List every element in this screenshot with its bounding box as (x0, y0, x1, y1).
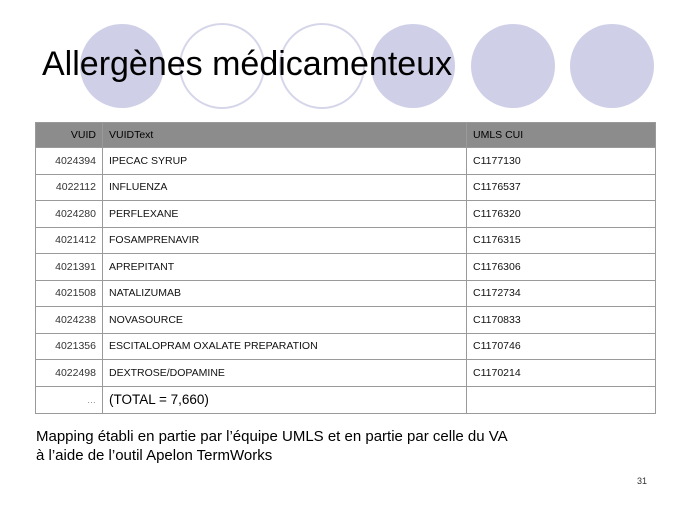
circle-5 (471, 24, 555, 108)
table-row (36, 148, 656, 175)
cell-vuidtext: NATALIZUMAB (103, 280, 467, 307)
table-header-row (36, 123, 656, 148)
cell-vuidtext: DEXTROSE/DOPAMINE (103, 360, 467, 387)
header-umls-cui: UMLS CUI (467, 123, 656, 148)
circle-6 (570, 24, 654, 108)
mapping-note-line-2: à l’aide de l’outil Apelon TermWorks (36, 447, 273, 464)
cell-umls-cui: C1177130 (467, 148, 656, 175)
header-vuidtext: VUIDText (103, 123, 467, 148)
cell-umls-cui: C1176315 (467, 227, 656, 254)
slide-title: Allergènes médicamenteux (42, 45, 453, 83)
cell-vuid: 4024394 (36, 148, 103, 175)
cell-vuidtext: FOSAMPRENAVIR (103, 227, 467, 254)
cell-ellipsis: … (36, 386, 103, 413)
cell-vuidtext: PERFLEXANE (103, 201, 467, 228)
cell-umls-cui: C1176537 (467, 174, 656, 201)
table-row (36, 201, 656, 228)
cell-vuid: 4022112 (36, 174, 103, 201)
cell-umls-cui: C1170833 (467, 307, 656, 334)
cell-vuid: 4021412 (36, 227, 103, 254)
mapping-note (36, 427, 508, 465)
cell-umls-cui: C1172734 (467, 280, 656, 307)
table-row (36, 227, 656, 254)
cell-umls-cui: C1170214 (467, 360, 656, 387)
table-row (36, 307, 656, 334)
table-row (36, 360, 656, 387)
mapping-note-line-1: Mapping établi en partie par l’équipe UMLS et en partie par celle du VA (36, 428, 508, 445)
cell-umls-cui: C1176306 (467, 254, 656, 281)
cell-vuidtext: INFLUENZA (103, 174, 467, 201)
cell-vuid: 4021356 (36, 333, 103, 360)
cell-vuid: 4022498 (36, 360, 103, 387)
header-vuid: VUID (36, 123, 103, 148)
cell-vuid: 4021508 (36, 280, 103, 307)
page-number: 31 (636, 476, 647, 486)
cell-vuidtext: ESCITALOPRAM OXALATE PREPARATION (103, 333, 467, 360)
table-total-row (36, 386, 656, 413)
cell-vuidtext: IPECAC SYRUP (103, 148, 467, 175)
cell-vuid: 4024238 (36, 307, 103, 334)
cell-total: (TOTAL = 7,660) (103, 386, 467, 413)
cell-vuid: 4021391 (36, 254, 103, 281)
table-row (36, 254, 656, 281)
allergen-table (35, 122, 656, 414)
cell-vuid: 4024280 (36, 201, 103, 228)
cell-vuidtext: NOVASOURCE (103, 307, 467, 334)
cell-empty (467, 386, 656, 413)
cell-umls-cui: C1170746 (467, 333, 656, 360)
table-row (36, 333, 656, 360)
table-row (36, 280, 656, 307)
cell-vuidtext: APREPITANT (103, 254, 467, 281)
table-row (36, 174, 656, 201)
cell-umls-cui: C1176320 (467, 201, 656, 228)
